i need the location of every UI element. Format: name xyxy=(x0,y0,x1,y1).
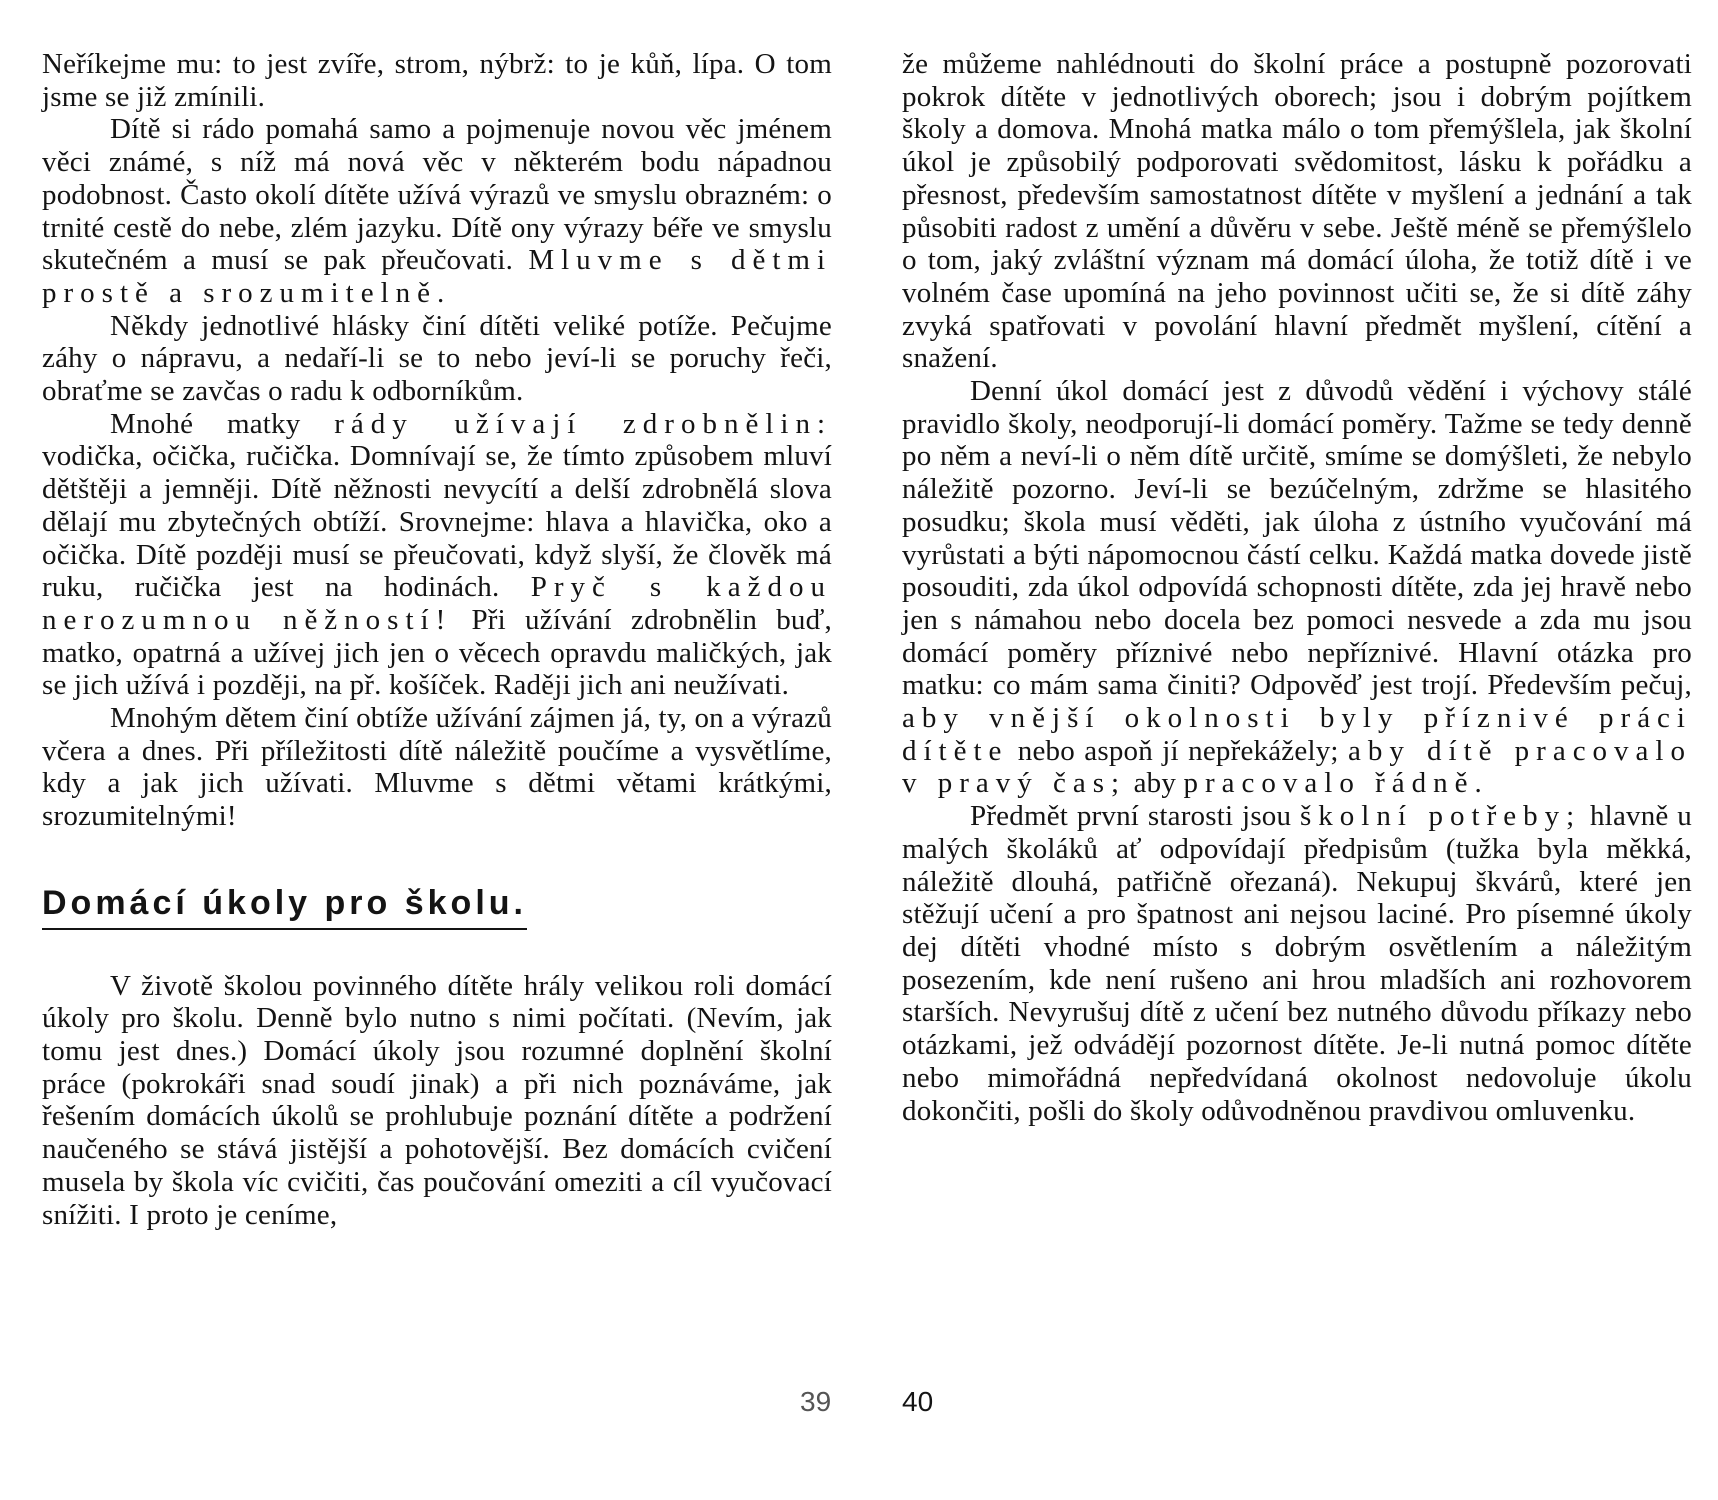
paragraph: že můžeme nahlédnouti do školní práce a postupně pozorovati pokrok dítěte v jednotlivých oborech; jsou i dobrým pojítkem školy a domova. Mnohá matka málo o tom přemýšlela, jak školní úkol je způsobilý podporovati svědomitost, lásku k pořádku a přesnost, především samostatnost dítěte v myšlení a jednání a tak působiti radost z umění a důvěru v sebe. Ještě méně se přemýšlelo o tom, jaký zvláštní význam má domácí úloha, že totiž dítě i ve volném čase upomíná na jeho povinnost učiti se, že si dítě záhy zvyká spatřovati v povolání hlavní předmět myšlení, cítění a snažení. xyxy=(902,48,1692,375)
paragraph: Denní úkol domácí jest z důvodů vědění i výchovy stálé pravidlo školy, neodporují-li domácí poměry. Tažme se tedy denně po něm a neví-li o něm dítě určitě, smíme se domýšleti, že nebylo náležitě pozorno. Jeví-li se bezúčelným, zdržme se hlasitého posudku; škola musí věděti, jak úloha z ústního vyučování má vyrůstati a býti nápomocnou částí celku. Každá matka dovede jistě posouditi, zda úkol odpovídá schopnosti dítěte, zda jej hravě nebo jen s námahou nebo docela bez pomoci nesvede a zda mu jsou domácí poměry příznivé nebo nepříznivé. Hlavní otázka pro matku: co mám sama činiti? Odpověď jest trojí. Především pečuj, aby vnější okolnosti byly příznivé práci dítěte nebo aspoň jí nepřekážely; aby dítě pracovalo v pravý čas; aby pracovalo řádně. xyxy=(902,375,1692,800)
emphasis: pracovalo řádně. xyxy=(1183,767,1489,800)
paragraph: Mnohým dětem činí obtíže užívání zájmen já, ty, on a výrazů včera a dnes. Při příležitosti dítě náležitě poučíme a vysvětlíme, kdy a jak jich užívati. Mluvme s dětmi větami krátkými, srozumitelnými! xyxy=(42,702,832,833)
section-heading: Domácí úkoly pro školu. xyxy=(42,887,527,930)
emphasis: školní potřeby; xyxy=(1300,800,1582,833)
paragraph: Předmět první starosti jsou školní potřeby; hlavně u malých školáků ať odpovídají předpisům (tužka byla měkká, náležitě dlouhá, patřičně ořezaná). Nekupuj škvárů, které jen stěžují učení a pro špatnost ani nejsou laciné. Pro písemné úkoly dej dítěti vhodné místo s dobrým osvětlením a náležitým posezením, kde není rušeno ani hrou mladších ani rozhovorem starších. Nevyrušuj dítě z učení bez nutného důvodu příkazy nebo otázkami, jež odvádějí pozornost dítěte. Je-li nutná pomoc dítěte nebo mimořádná nepředvídaná okolnost nedovoluje úkolu dokončiti, pošli do školy odůvodněnou pravdivou omluvenku. xyxy=(902,800,1692,1127)
paragraph: Někdy jednotlivé hlásky činí dítěti veliké potíže. Pečujme záhy o nápravu, a nedaří-li se to nebo jeví-li se poruchy řeči, obraťme se zavčas o radu k odborníkům. xyxy=(42,309,832,408)
left-text-column xyxy=(42,48,832,1231)
right-text-column xyxy=(902,48,1692,1127)
page-number-left: 39 xyxy=(800,1386,832,1417)
paragraph: Mnohé matky rády užívají zdrobnělin: vodička, očička, ručička. Domnívají se, že tímto způsobem mluví dětštěji a jemněji. Dítě něžnosti nevycítí a delší zdrobnělá slova dělají mu zbytečných obtíží. Srovnejme: hlava a hlavička, oko a očička. Dítě později musí se přeučovati, když slyší, že člověk má ruku, ručička jest na hodinách. Pryč s každou nerozumnou něžností! Při užívání zdrobnělin buď, matko, opatrná a užívej jich jen o věcech opravdu maličkých, jak se jich užívá i později, na př. košíček. Raději jich ani neužívati. xyxy=(42,407,833,702)
emphasis: aby vnější okolnosti byly příznivé práci dítěte xyxy=(902,702,1692,767)
emphasis: rády užívají zdrobnělin: xyxy=(334,407,832,440)
paragraph: Dítě si rádo pomahá samo a pojmenuje novou věc jménem věci známé, s níž má nová věc v některém bodu nápadnou podobnost. Často okolí dítěte užívá výrazů ve smyslu obrazném: o trnité cestě do nebe, zlém jazyku. Dítě ony výrazy béře ve smyslu skutečném a musí se pak přeučovati. Mluvme s dětmi prostě a srozumitelně. xyxy=(42,113,833,309)
emphasis: Mluvme s dětmi prostě a srozumitelně. xyxy=(42,244,833,309)
emphasis: aby dítě pracovalo v pravý čas; xyxy=(902,734,1692,800)
page-number-right: 40 xyxy=(902,1386,934,1417)
paragraph: Neříkejme mu: to jest zvíře, strom, nýbrž: to je kůň, lípa. O tom jsme se již zmínili. xyxy=(42,48,832,113)
paragraph: V životě školou povinného dítěte hrály velikou roli domácí úkoly pro školu. Denně bylo nutno s nimi počítati. (Nevím, jak tomu jest dnes.) Domácí úkoly jsou rozumné doplnění školní práce (pokrokáři snad soudí jinak) a při nich poznáváme, jak řešením domácích úkolů se prohlubuje poznání dítěte a podržení naučeného se stává jistější a pohotovější. Bez domácích cvičení musela by škola víc cvičiti, čas poučování omeziti a cíl vyučovací snížiti. I proto je ceníme, xyxy=(42,969,832,1231)
emphasis: Pryč s každou nerozumnou něžností! xyxy=(42,571,833,636)
left-page xyxy=(42,48,832,1231)
right-page xyxy=(902,48,1692,1127)
